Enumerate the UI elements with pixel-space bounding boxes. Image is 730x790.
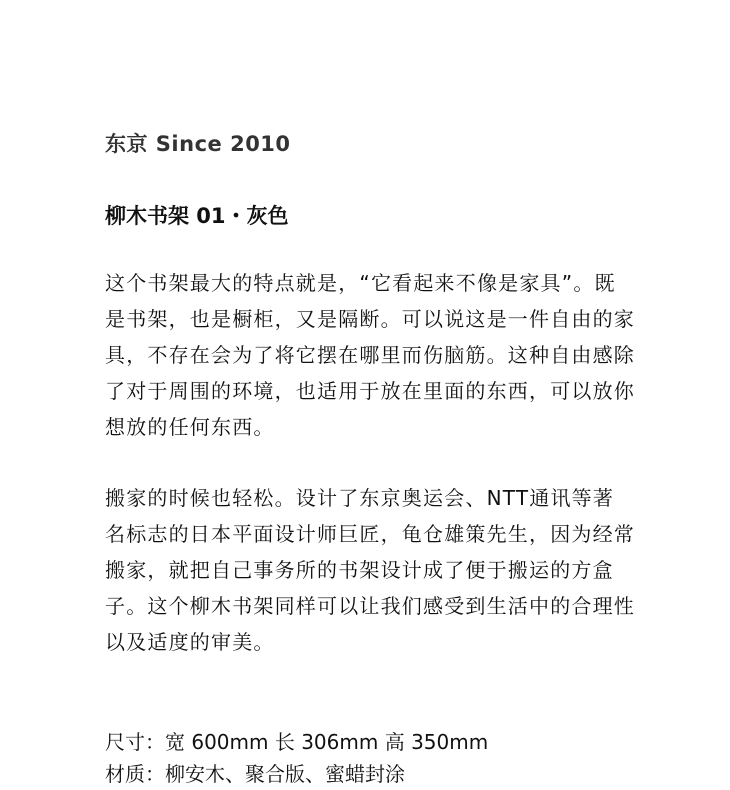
spec-material: 材质：柳安木、聚合版、蜜蜡封涂 <box>105 762 405 786</box>
product-title: 柳木书架 01・灰色 <box>105 204 289 228</box>
description-paragraph-1: 这个书架最大的特点就是，“它看起来不像是家具”。既是书架，也是橱柜，又是隔断。可以说这是一件自由的家具，不存在会为了将它摆在哪里而伤脑筋。这种自由感除了对于周围的环境，也适用于放在里面的东西，可以放你想放的任何东西。 <box>105 271 635 439</box>
spec-size: 尺寸：宽 600mm 长 306mm 高 350mm <box>105 730 489 754</box>
brand-origin: 东京 Since 2010 <box>105 132 291 156</box>
product-specs <box>105 726 488 790</box>
description-paragraph-2: 搬家的时候也轻松。设计了东京奥运会、NTT通讯等著名标志的日本平面设计师巨匠，龟仓雄策先生，因为经常搬家，就把自己事务所的书架设计成了便于搬运的方盒子。这个柳木书架同样可以让我们感受到生活中的合理性以及适度的审美。 <box>105 486 635 654</box>
